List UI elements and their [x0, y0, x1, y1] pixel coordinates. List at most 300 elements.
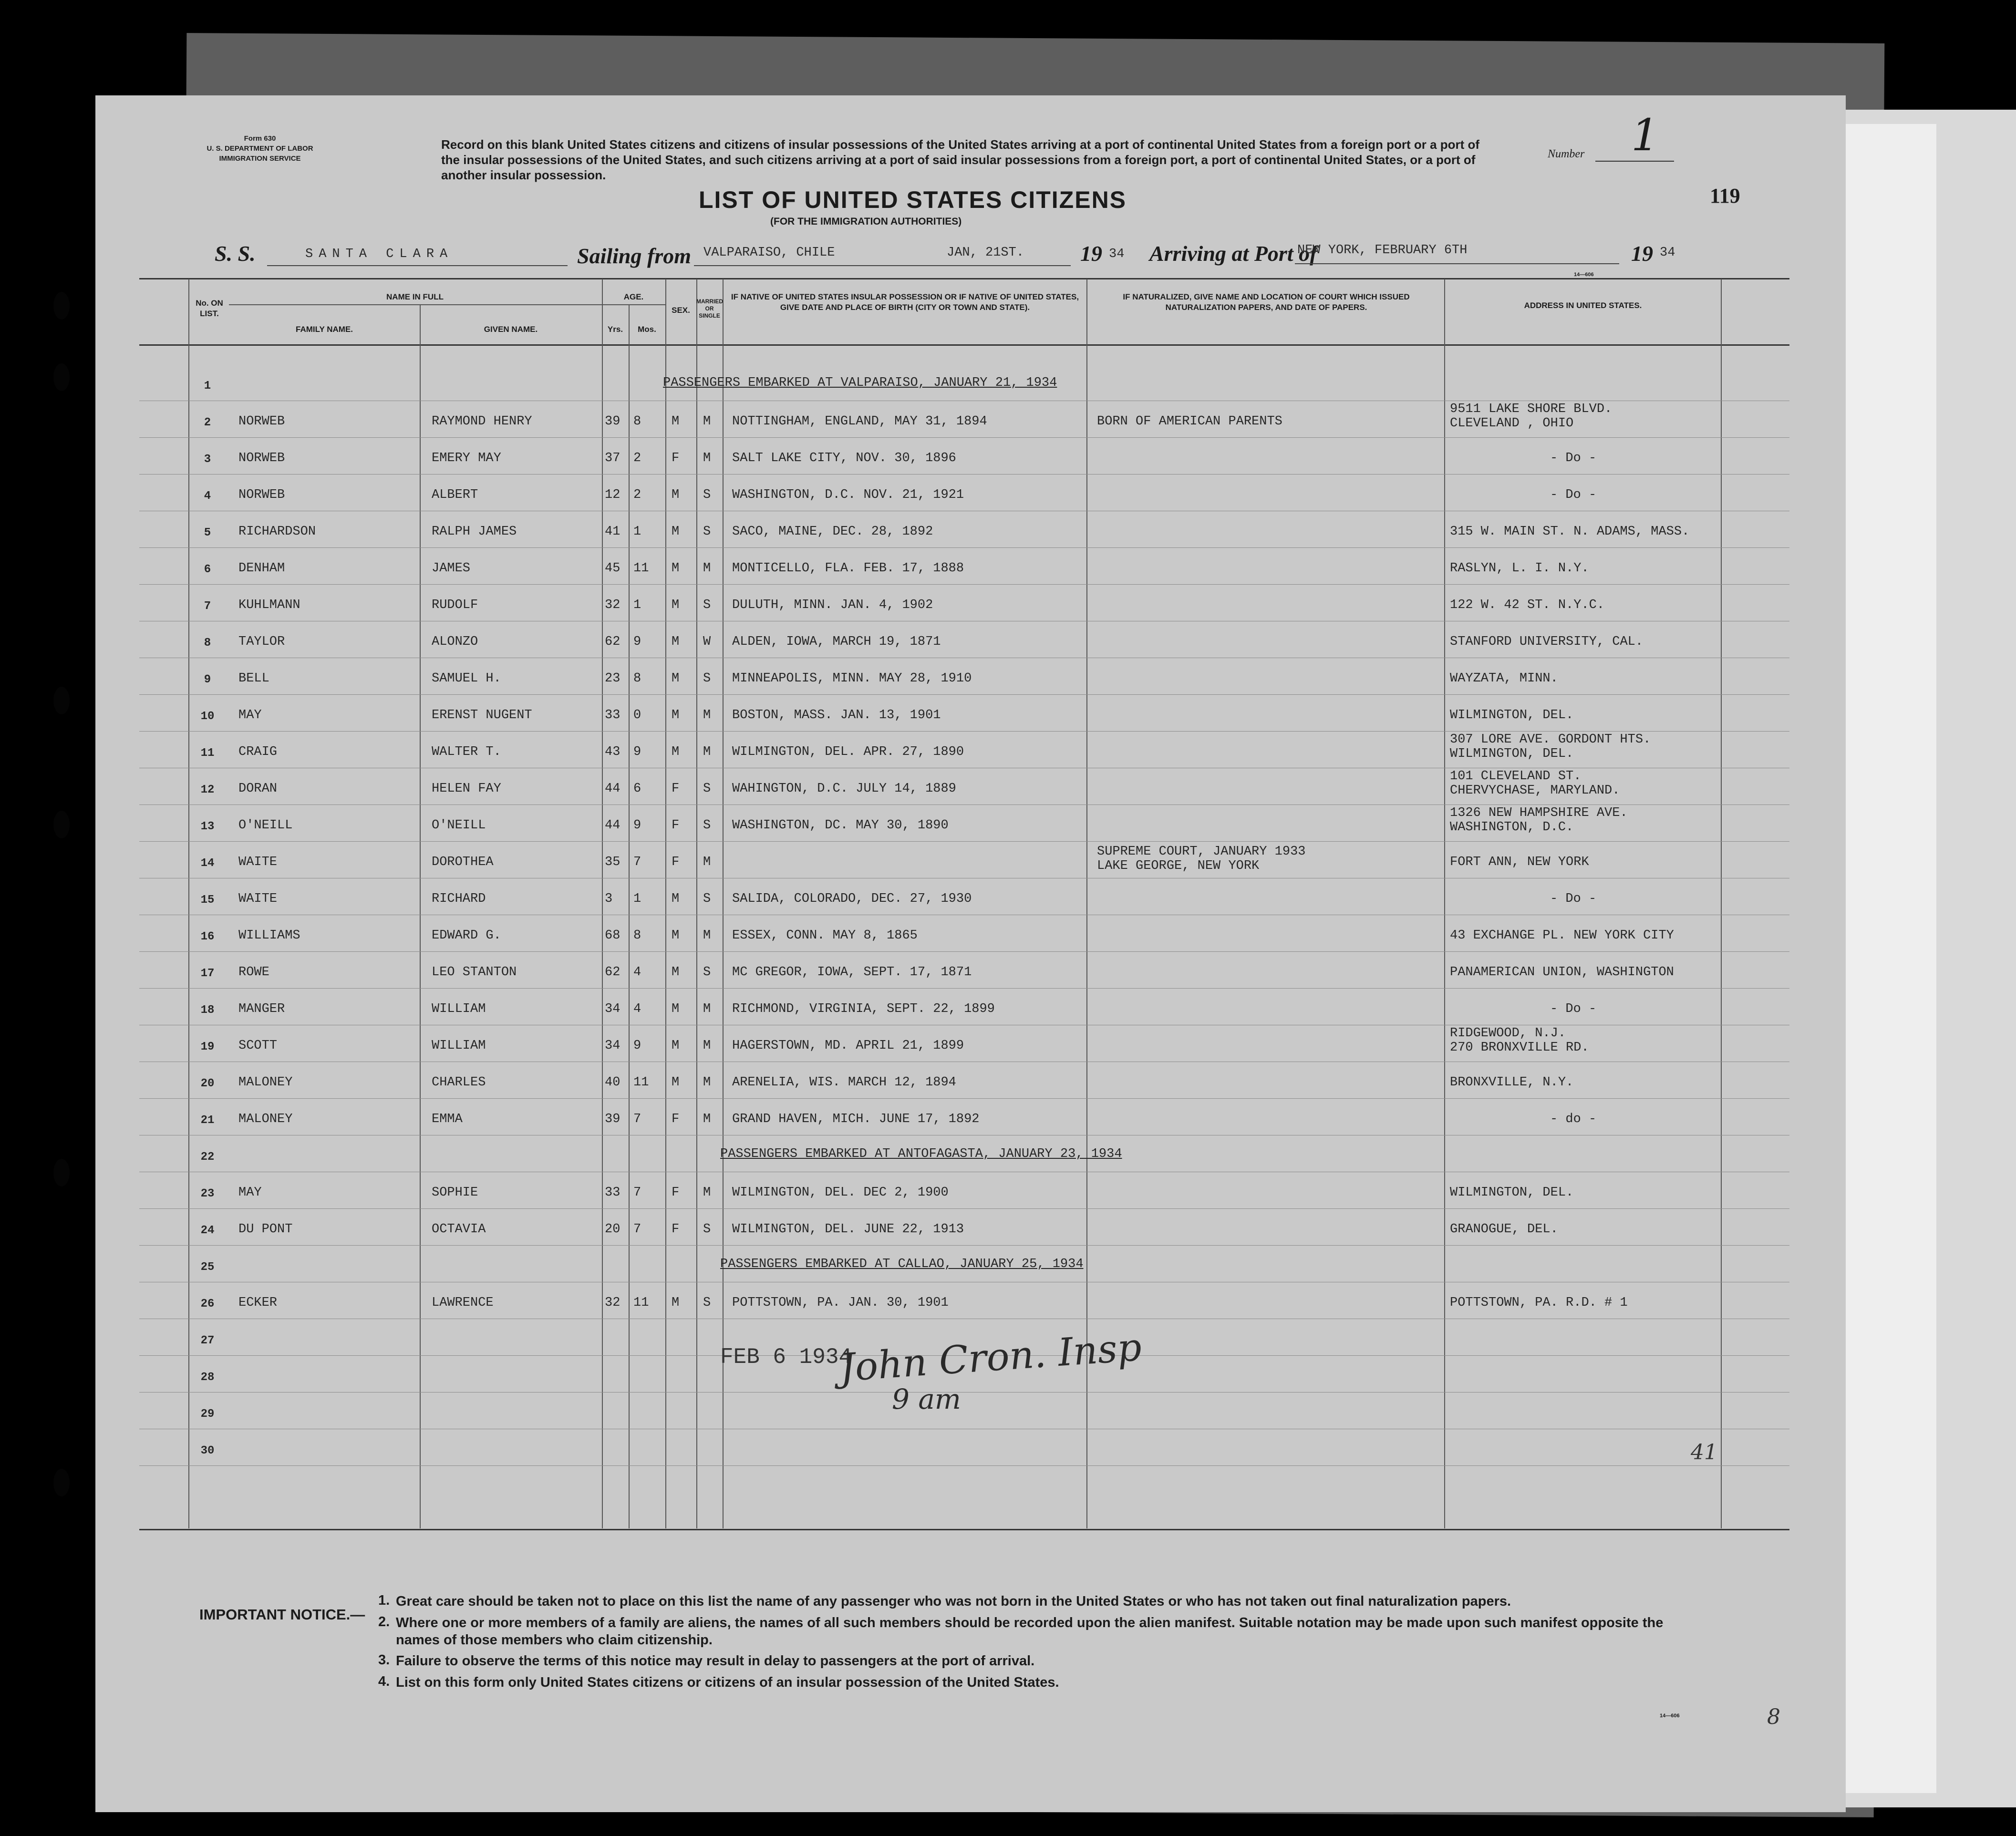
age-years: 68 — [605, 928, 620, 943]
sex: M — [672, 414, 680, 429]
notice-heading: IMPORTANT NOTICE.— — [199, 1606, 365, 1623]
age-months: 11 — [633, 561, 649, 576]
marital-status: S — [703, 671, 711, 686]
family-name: NORWEB — [238, 451, 285, 465]
header-no-on-list: No. ON LIST. — [196, 299, 223, 318]
address-line-1: 43 EXCHANGE PL. NEW YORK CITY — [1450, 928, 1674, 943]
marital-status: S — [703, 525, 711, 539]
section-heading: PASSENGERS EMBARKED AT ANTOFAGASTA, JANUARY 23, 1934 — [720, 1147, 1122, 1161]
address-line-1: FORT ANN, NEW YORK — [1450, 855, 1589, 869]
column-divider — [696, 279, 697, 1528]
ship-underline — [267, 265, 568, 266]
punch-hole — [53, 363, 70, 391]
age-months: 9 — [633, 635, 641, 649]
age-months: 7 — [633, 855, 641, 869]
arrival-date-stamp: FEB 6 1934 — [720, 1345, 852, 1370]
age-months: 0 — [633, 708, 641, 722]
given-name: OCTAVIA — [432, 1222, 486, 1237]
notice-item-text: Failure to observe the terms of this notice may result in delay to passengers at the port of arrival. — [396, 1653, 1035, 1669]
age-years: 44 — [605, 818, 620, 833]
row-separator — [139, 1245, 1789, 1246]
marital-status: M — [703, 414, 711, 429]
birth-place-date: WILMINGTON, DEL. DEC 2, 1900 — [732, 1186, 949, 1200]
year-prefix: 19 — [1080, 241, 1102, 266]
column-divider — [1721, 279, 1722, 1528]
age-years: 33 — [605, 708, 620, 722]
row-number: 12 — [200, 784, 215, 796]
row-number: 24 — [200, 1224, 215, 1237]
birth-place-date: SALIDA, COLORADO, DEC. 27, 1930 — [732, 892, 972, 906]
row-separator — [139, 547, 1789, 548]
arriving-label: Arriving at Port of — [1149, 241, 1317, 266]
corner-number: 8 — [1767, 1705, 1780, 1729]
punch-hole — [53, 687, 70, 714]
column-divider — [665, 279, 666, 1528]
age-months: 2 — [633, 488, 641, 502]
list-number: 1 — [1631, 110, 1659, 161]
birth-place-date: WASHINGTON, D.C. NOV. 21, 1921 — [732, 488, 964, 502]
row-separator — [139, 437, 1789, 438]
birth-place-date: POTTSTOWN, PA. JAN. 30, 1901 — [732, 1296, 949, 1310]
marital-status: M — [703, 1075, 711, 1090]
header-address: ADDRESS IN UNITED STATES. — [1524, 301, 1642, 310]
punch-hole — [53, 1469, 70, 1496]
birth-place-date: MINNEAPOLIS, MINN. MAY 28, 1910 — [732, 671, 972, 686]
table-top-border — [139, 278, 1789, 279]
ship-name: SANTA CLARA — [305, 247, 454, 261]
row-number: 15 — [200, 894, 215, 907]
sex: F — [672, 782, 680, 796]
row-number: 8 — [204, 637, 211, 650]
age-months: 7 — [633, 1186, 641, 1200]
header-married-or-single: MARRIED OR SINGLE — [696, 298, 723, 319]
family-name: MALONEY — [238, 1075, 293, 1090]
row-number: 3 — [204, 453, 211, 466]
column-divider — [188, 279, 189, 1528]
birth-place-date: ARENELIA, WIS. MARCH 12, 1894 — [732, 1075, 956, 1090]
address-line-1: 122 W. 42 ST. N.Y.C. — [1450, 598, 1605, 612]
address-line-1: 1326 NEW HAMPSHIRE AVE. — [1450, 806, 1628, 820]
given-name: JAMES — [432, 561, 471, 576]
age-months: 9 — [633, 818, 641, 833]
age-years: 62 — [605, 635, 620, 649]
family-name: CRAIG — [238, 745, 278, 759]
row-number: 19 — [200, 1041, 215, 1053]
given-name: HELEN FAY — [432, 782, 501, 796]
row-number: 5 — [204, 526, 211, 539]
age-years: 45 — [605, 561, 620, 576]
inspection-time: 9 am — [892, 1383, 961, 1415]
sex: F — [672, 451, 680, 465]
row-number: 28 — [200, 1371, 215, 1384]
given-name: RAYMOND HENRY — [432, 414, 532, 429]
given-name: EMERY MAY — [432, 451, 501, 465]
address-line-1: - Do - — [1550, 451, 1597, 465]
punch-hole — [53, 1159, 70, 1186]
arriving-year: 34 — [1660, 246, 1675, 260]
page-number: 119 — [1710, 184, 1740, 207]
notice-item-number: 2. — [378, 1614, 390, 1630]
notice-item-text: Where one or more members of a family are aliens, the names of all such members should be recorded upon the alien manifest. Suitable notation may be made upon such manifest opposite the names of those members who claim citizenship. — [396, 1615, 1664, 1648]
birth-place-date: MONTICELLO, FLA. FEB. 17, 1888 — [732, 561, 964, 576]
birth-place-date: BOSTON, MASS. JAN. 13, 1901 — [732, 708, 941, 722]
sex: M — [672, 928, 680, 943]
row-number: 30 — [200, 1444, 215, 1457]
sex: F — [672, 818, 680, 833]
address-line-1: 307 LORE AVE. GORDONT HTS. — [1450, 732, 1651, 747]
sailing-from: VALPARAISO, CHILE — [703, 246, 835, 260]
service: IMMIGRATION SERVICE — [219, 155, 301, 163]
given-name: LEO STANTON — [432, 965, 517, 980]
notice-item-number: 1. — [378, 1593, 390, 1608]
marital-status: M — [703, 855, 711, 869]
punch-hole — [53, 292, 70, 320]
marital-status: M — [703, 928, 711, 943]
number-underline — [1595, 161, 1674, 162]
birth-place-date: SALT LAKE CITY, NOV. 30, 1896 — [732, 451, 956, 465]
row-separator — [139, 694, 1789, 695]
sex: F — [672, 1186, 680, 1200]
given-name: SOPHIE — [432, 1186, 478, 1200]
sex: M — [672, 708, 680, 722]
family-name: MANGER — [238, 1002, 285, 1016]
given-name: RUDOLF — [432, 598, 478, 612]
header-naturalized: IF NATURALIZED, GIVE NAME AND LOCATION OF COURT WHICH ISSUED NATURALIZATION PAPERS, AND DATE OF PAPERS. — [1123, 292, 1410, 312]
marital-status: M — [703, 1186, 711, 1200]
address-line-1: WAYZATA, MINN. — [1450, 671, 1558, 686]
address-line-1: - do - — [1550, 1112, 1597, 1126]
marital-status: W — [703, 635, 711, 649]
address-line-1: 315 W. MAIN ST. N. ADAMS, MASS. — [1450, 525, 1690, 539]
family-name: WAITE — [238, 892, 278, 906]
age-years: 41 — [605, 525, 620, 539]
age-months: 7 — [633, 1112, 641, 1126]
age-months: 9 — [633, 1039, 641, 1053]
department: U. S. DEPARTMENT OF LABOR — [207, 144, 313, 153]
given-name: O'NEILL — [432, 818, 486, 833]
birth-place-date: ALDEN, IOWA, MARCH 19, 1871 — [732, 635, 941, 649]
row-separator — [139, 1098, 1789, 1099]
marital-status: S — [703, 818, 711, 833]
marital-status: M — [703, 1112, 711, 1126]
row-separator — [139, 1208, 1789, 1209]
page-title: LIST OF UNITED STATES CITIZENS — [699, 186, 1127, 213]
birth-place-date: ESSEX, CONN. MAY 8, 1865 — [732, 928, 918, 943]
marital-status: M — [703, 451, 711, 465]
birth-place-date: WAHINGTON, D.C. JULY 14, 1889 — [732, 782, 956, 796]
family-name: SCOTT — [238, 1039, 278, 1053]
sex: F — [672, 1112, 680, 1126]
marital-status: M — [703, 745, 711, 759]
age-months: 1 — [633, 598, 641, 612]
family-name: KUHLMANN — [238, 598, 300, 612]
header-yrs: Yrs. — [607, 325, 623, 334]
column-divider — [420, 305, 421, 1528]
row-separator — [139, 731, 1789, 732]
family-name: DORAN — [238, 782, 278, 796]
punch-hole — [53, 811, 70, 838]
naturalization: SUPREME COURT, JANUARY 1933 — [1097, 845, 1306, 859]
instructions: Record on this blank United States citizens and citizens of insular possessions of the United States arriving at a port of continental United States from a foreign port or a port of the insular possessions of the United States, and such citizens arriving at a port of said insular possessions from a foreign port, a port of continental United States, or a port of another insular possession. — [441, 137, 1480, 182]
notice-item-text: Great care should be taken not to place on this list the name of any passenger who was not born in the United States or who has not taken out final naturalization papers. — [396, 1594, 1511, 1609]
row-number: 26 — [200, 1298, 215, 1310]
address-line-2: WASHINGTON, D.C. — [1450, 820, 1574, 835]
family-name: WILLIAMS — [238, 928, 300, 943]
family-name: ROWE — [238, 965, 269, 980]
family-name: ECKER — [238, 1296, 278, 1310]
age-years: 34 — [605, 1039, 620, 1053]
age-months: 6 — [633, 782, 641, 796]
age-years: 32 — [605, 1296, 620, 1310]
birth-place-date: RICHMOND, VIRGINIA, SEPT. 22, 1899 — [732, 1002, 995, 1016]
age-years: 20 — [605, 1222, 620, 1237]
marital-status: S — [703, 598, 711, 612]
column-divider — [602, 279, 603, 1528]
given-name: ALBERT — [432, 488, 478, 502]
address-line-1: 9511 LAKE SHORE BLVD. — [1450, 402, 1613, 416]
form-info — [188, 134, 331, 164]
header-family-name: FAMILY NAME. — [296, 325, 353, 334]
row-number: 23 — [200, 1187, 215, 1200]
age-years: 40 — [605, 1075, 620, 1090]
family-name: BELL — [238, 671, 269, 686]
row-number: 6 — [204, 563, 211, 576]
sex: M — [672, 1039, 680, 1053]
age-months: 11 — [633, 1296, 649, 1310]
family-name: NORWEB — [238, 414, 285, 429]
birth-place-date: NOTTINGHAM, ENGLAND, MAY 31, 1894 — [732, 414, 987, 429]
row-number: 22 — [200, 1151, 215, 1164]
given-name: SAMUEL H. — [432, 671, 501, 686]
given-name: CHARLES — [432, 1075, 486, 1090]
given-name: RALPH JAMES — [432, 525, 517, 539]
birth-place-date: HAGERSTOWN, MD. APRIL 21, 1899 — [732, 1039, 964, 1053]
table-bottom-border — [139, 1529, 1789, 1530]
age-months: 4 — [633, 965, 641, 980]
family-name: TAYLOR — [238, 635, 285, 649]
family-name: NORWEB — [238, 488, 285, 502]
given-name: ERENST NUGENT — [432, 708, 532, 722]
sex: M — [672, 488, 680, 502]
age-years: 35 — [605, 855, 620, 869]
sex: F — [672, 1222, 680, 1237]
row-number: 2 — [204, 416, 211, 429]
row-number: 13 — [200, 820, 215, 833]
marital-status: S — [703, 1296, 711, 1310]
row-number: 17 — [200, 967, 215, 980]
given-name: WILLIAM — [432, 1039, 486, 1053]
age-years: 23 — [605, 671, 620, 686]
birth-place-date: WILMINGTON, DEL. APR. 27, 1890 — [732, 745, 964, 759]
family-name: MAY — [238, 1186, 262, 1200]
given-name: EDWARD G. — [432, 928, 501, 943]
sailing-date: JAN, 21ST. — [947, 246, 1024, 260]
manifest-page — [95, 95, 1846, 1812]
address-line-1: RASLYN, L. I. N.Y. — [1450, 561, 1589, 576]
address-line-1: 101 CLEVELAND ST. — [1450, 769, 1582, 784]
age-years: 32 — [605, 598, 620, 612]
sex: F — [672, 855, 680, 869]
row-number: 27 — [200, 1334, 215, 1347]
row-number: 7 — [204, 600, 211, 613]
marital-status: M — [703, 1039, 711, 1053]
age-months: 8 — [633, 671, 641, 686]
birth-place-date: DULUTH, MINN. JAN. 4, 1902 — [732, 598, 933, 612]
age-months: 1 — [633, 892, 641, 906]
marital-status: S — [703, 965, 711, 980]
header-mos: Mos. — [638, 325, 656, 334]
sex: M — [672, 1296, 680, 1310]
given-name: LAWRENCE — [432, 1296, 494, 1310]
notice-item-number: 3. — [378, 1652, 390, 1668]
page-subtitle: (FOR THE IMMIGRATION AUTHORITIES) — [770, 216, 962, 227]
row-number: 25 — [200, 1261, 215, 1274]
row-number: 10 — [200, 710, 215, 723]
header-bottom-border — [139, 344, 1789, 346]
address-line-2: WILMINGTON, DEL. — [1450, 747, 1574, 761]
address-line-1: - Do - — [1550, 1002, 1597, 1016]
name-age-subheader-rule — [229, 304, 665, 305]
sex: M — [672, 745, 680, 759]
address-line-1: - Do - — [1550, 892, 1597, 906]
marital-status: M — [703, 1002, 711, 1016]
sex: M — [672, 1075, 680, 1090]
header-age: AGE. — [623, 292, 644, 301]
birth-place-date: WASHINGTON, DC. MAY 30, 1890 — [732, 818, 949, 833]
sex: M — [672, 1002, 680, 1016]
age-months: 2 — [633, 451, 641, 465]
sex: M — [672, 671, 680, 686]
section-heading: PASSENGERS EMBARKED AT VALPARAISO, JANUARY 21, 1934 — [663, 376, 1057, 390]
header-birth: IF NATIVE OF UNITED STATES INSULAR POSSESSION OR IF NATIVE OF UNITED STATES, GIVE DATE AND PLACE OF BIRTH (CITY OR TOWN AND STATE). — [731, 292, 1079, 312]
age-months: 7 — [633, 1222, 641, 1237]
marital-status: M — [703, 708, 711, 722]
age-years: 62 — [605, 965, 620, 980]
number-label: Number — [1548, 148, 1585, 160]
row-separator — [139, 584, 1789, 585]
age-years: 43 — [605, 745, 620, 759]
birth-place-date: WILMINGTON, DEL. JUNE 22, 1913 — [732, 1222, 964, 1237]
age-years: 3 — [605, 892, 613, 906]
address-line-1: POTTSTOWN, PA. R.D. # 1 — [1450, 1296, 1628, 1310]
row-separator — [139, 841, 1789, 842]
sailing-underline — [694, 265, 1071, 266]
address-line-2: CLEVELAND , OHIO — [1450, 416, 1574, 431]
sex: M — [672, 525, 680, 539]
address-line-1: WILMINGTON, DEL. — [1450, 1186, 1574, 1200]
birth-place-date: GRAND HAVEN, MICH. JUNE 17, 1892 — [732, 1112, 980, 1126]
row-separator — [139, 951, 1789, 952]
notice-item-number: 4. — [378, 1674, 390, 1689]
marital-status: S — [703, 1222, 711, 1237]
naturalization: BORN OF AMERICAN PARENTS — [1097, 414, 1282, 429]
age-months: 11 — [633, 1075, 649, 1090]
sex: M — [672, 965, 680, 980]
row-number: 14 — [200, 857, 215, 870]
sex: M — [672, 598, 680, 612]
age-years: 39 — [605, 414, 620, 429]
family-name: WAITE — [238, 855, 278, 869]
row-number: 1 — [204, 380, 211, 392]
form-number: Form 630 — [244, 134, 276, 143]
marital-status: S — [703, 782, 711, 796]
arriving-port: NEW YORK, FEBRUARY 6TH — [1297, 243, 1468, 258]
marital-status: S — [703, 892, 711, 906]
sex: M — [672, 892, 680, 906]
address-line-1: STANFORD UNIVERSITY, CAL. — [1450, 635, 1644, 649]
given-name: ALONZO — [432, 635, 478, 649]
age-years: 39 — [605, 1112, 620, 1126]
address-line-1: GRANOGUE, DEL. — [1450, 1222, 1558, 1237]
address-line-1: - Do - — [1550, 488, 1597, 502]
year-prefix: 19 — [1631, 241, 1653, 266]
given-name: WILLIAM — [432, 1002, 486, 1016]
address-line-1: PANAMERICAN UNION, WASHINGTON — [1450, 965, 1674, 980]
marital-status: S — [703, 488, 711, 502]
age-years: 34 — [605, 1002, 620, 1016]
age-years: 33 — [605, 1186, 620, 1200]
row-number: 16 — [200, 930, 215, 943]
family-name: DU PONT — [238, 1222, 293, 1237]
given-name: EMMA — [432, 1112, 463, 1126]
inspector-signature: John Cron. Insp — [838, 1324, 1143, 1391]
age-months: 4 — [633, 1002, 641, 1016]
address-line-1: BRONXVILLE, N.Y. — [1450, 1075, 1574, 1090]
column-divider — [629, 305, 630, 1528]
family-name: MAY — [238, 708, 262, 722]
family-name: O'NEILL — [238, 818, 293, 833]
birth-place-date: SACO, MAINE, DEC. 28, 1892 — [732, 525, 933, 539]
sailing-year: 34 — [1109, 247, 1125, 261]
sex: M — [672, 561, 680, 576]
age-months: 1 — [633, 525, 641, 539]
row-number: 9 — [204, 673, 211, 686]
notice-item-text: List on this form only United States citizens or citizens of an insular possession of the United States. — [396, 1675, 1059, 1690]
age-years: 37 — [605, 451, 620, 465]
row-number: 11 — [200, 747, 215, 760]
address-line-1: WILMINGTON, DEL. — [1450, 708, 1574, 722]
header-sex: SEX. — [672, 306, 690, 315]
family-name: MALONEY — [238, 1112, 293, 1126]
form-code: 14—606 — [1574, 272, 1594, 278]
ss-label: S. S. — [215, 241, 256, 266]
section-heading: PASSENGERS EMBARKED AT CALLAO, JANUARY 25, 1934 — [720, 1257, 1084, 1271]
form-code: 14—606 — [1660, 1713, 1680, 1719]
age-months: 9 — [633, 745, 641, 759]
given-name: WALTER T. — [432, 745, 501, 759]
row-number: 4 — [204, 490, 211, 503]
row-separator — [139, 1465, 1789, 1466]
given-name: RICHARD — [432, 892, 486, 906]
sailing-from-label: Sailing from — [577, 244, 692, 268]
family-name: DENHAM — [238, 561, 285, 576]
row-number: 20 — [200, 1077, 215, 1090]
arriving-underline — [1295, 263, 1619, 264]
address-line-2: CHERVYCHASE, MARYLAND. — [1450, 784, 1620, 798]
column-divider — [723, 279, 724, 1528]
margin-number: 41 — [1691, 1440, 1717, 1465]
header-given-name: GIVEN NAME. — [484, 325, 538, 334]
header-name-in-full: NAME IN FULL — [386, 292, 444, 301]
age-months: 8 — [633, 928, 641, 943]
row-number: 21 — [200, 1114, 215, 1127]
given-name: DOROTHEA — [432, 855, 494, 869]
birth-place-date: MC GREGOR, IOWA, SEPT. 17, 1871 — [732, 965, 972, 980]
address-line-2: 270 BRONXVILLE RD. — [1450, 1041, 1589, 1055]
address-line-1: RIDGEWOOD, N.J. — [1450, 1026, 1566, 1041]
age-months: 8 — [633, 414, 641, 429]
family-name: RICHARDSON — [238, 525, 316, 539]
